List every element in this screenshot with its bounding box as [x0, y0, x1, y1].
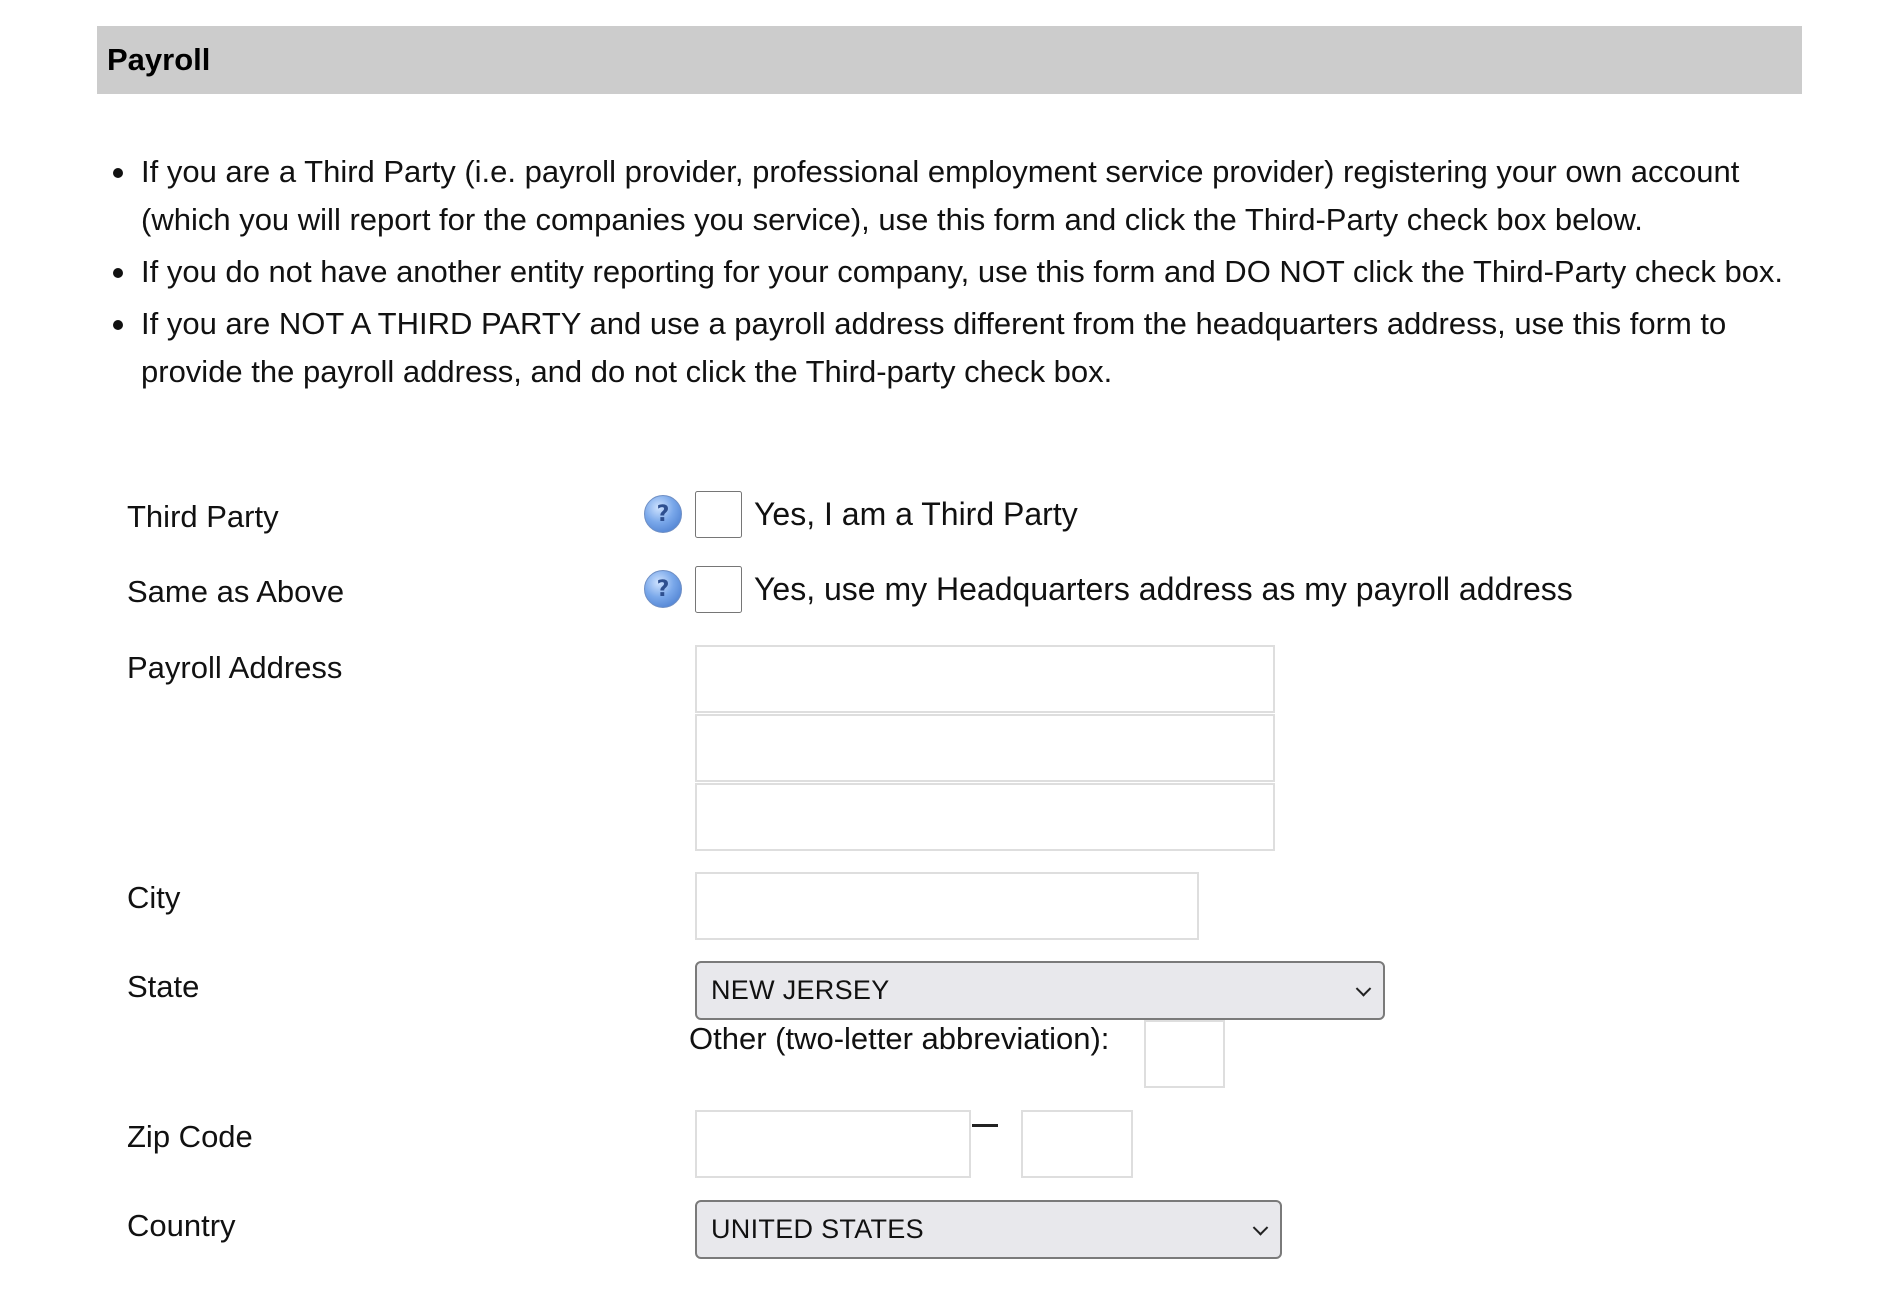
instructions-list	[97, 148, 1807, 400]
zip-code-label: Zip Code	[127, 1119, 253, 1154]
city-label: City	[127, 880, 181, 915]
zip-code-input[interactable]	[695, 1110, 971, 1178]
same-as-above-label: Same as Above	[127, 574, 345, 609]
instruction-item: If you do not have another entity reporting for your company, use this form and DO NOT click the Third-Party check box.	[97, 248, 1807, 296]
state-other-label: Other (two-letter abbreviation):	[689, 1021, 1110, 1056]
payroll-address-label: Payroll Address	[127, 650, 343, 685]
same-as-above-checkbox-text: Yes, use my Headquarters address as my payroll address	[754, 571, 1573, 607]
state-select[interactable]	[695, 961, 1385, 1020]
payroll-address-line1-input[interactable]	[695, 645, 1275, 713]
question-mark-icon[interactable]: ?	[644, 570, 682, 608]
state-select-value: NEW JERSEY	[711, 975, 890, 1005]
zip-plus4-input[interactable]	[1021, 1110, 1133, 1178]
third-party-label: Third Party	[127, 499, 279, 534]
section-title: Payroll	[107, 42, 211, 77]
country-select-value: UNITED STATES	[711, 1214, 924, 1244]
payroll-address-line2-input[interactable]	[695, 714, 1275, 782]
city-input[interactable]	[695, 872, 1199, 940]
state-label: State	[127, 969, 200, 1004]
country-label: Country	[127, 1208, 236, 1243]
same-as-above-checkbox[interactable]	[695, 566, 742, 613]
payroll-address-line3-input[interactable]	[695, 783, 1275, 851]
question-mark-icon[interactable]: ?	[644, 495, 682, 533]
chevron-down-icon	[1253, 1220, 1269, 1236]
state-other-input[interactable]	[1144, 1020, 1225, 1088]
third-party-checkbox[interactable]	[695, 491, 742, 538]
country-select[interactable]	[695, 1200, 1282, 1259]
instruction-item: If you are NOT A THIRD PARTY and use a payroll address different from the headquarters address, use this form to provide the payroll address, and do not click the Third-party check box.	[97, 300, 1807, 396]
third-party-checkbox-text: Yes, I am a Third Party	[754, 496, 1078, 532]
section-header	[97, 26, 1802, 94]
instruction-item: If you are a Third Party (i.e. payroll provider, professional employment service provider) registering your own account (which you will report for the companies you service), use this form and click the Third-Party check box below.	[97, 148, 1807, 244]
zip-separator-dash	[972, 1124, 998, 1127]
chevron-down-icon	[1356, 981, 1372, 997]
